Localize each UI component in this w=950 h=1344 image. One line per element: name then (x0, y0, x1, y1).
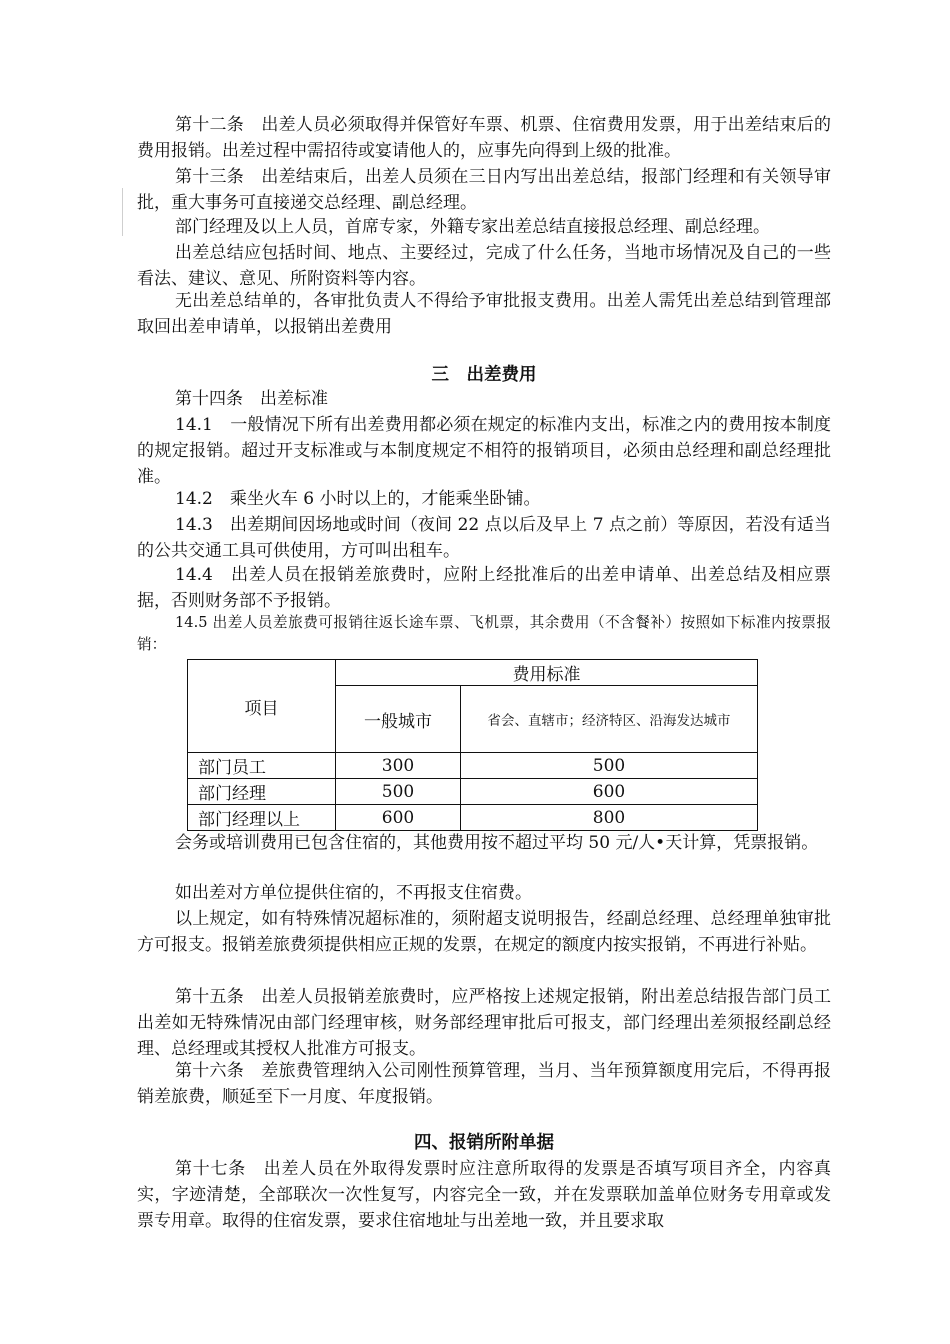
clause-14-4: 14.4 出差人员在报销差旅费时，应附上经批准后的出差申请单、出差总结及相应票据，否则财务部不予报销。 (137, 565, 831, 611)
margin-line (122, 188, 123, 236)
cell-major: 600 (461, 779, 758, 805)
row-label: 部门经理以上 (188, 805, 336, 831)
col-standard-header: 费用标准 (336, 660, 758, 686)
exceptions: 以上规定，如有特殊情况超标准的，须附超支说明报告，经副总经理、总经理单独审批方可报支。报销差旅费须提供相应正规的发票，在规定的额度内按实报销，不再进行补贴。 (137, 909, 831, 955)
table-row (188, 805, 758, 831)
article-16: 第十六条 差旅费管理纳入公司刚性预算管理，当月、当年预算额度用完后，不得再报销差旅费，顺延至下一月度、年度报销。 (137, 1061, 831, 1107)
table-row (188, 753, 758, 779)
cell-general: 300 (336, 753, 461, 779)
col-item-header: 项目 (188, 660, 336, 753)
article-15: 第十五条 出差人员报销差旅费时，应严格按上述规定报销，附出差总结报告部门员工出差如无特殊情况由部门经理审核，财务部经理审批后可报支，部门经理出差须报经副总经理、总经理或其授权人批准方可报支。 (137, 987, 831, 1059)
article-12: 第十二条 出差人员必须取得并保管好车票、机票、住宿费用发票，用于出差结束后的费用报销。出差过程中需招待或宴请他人的，应事先向得到上级的批准。 (137, 115, 831, 161)
section-4-title: 四、报销所附单据 (414, 1133, 554, 1153)
col-major-header: 省会、直辖市；经济特区、沿海发达城市 (461, 686, 758, 753)
article-13-approval: 无出差总结单的，各审批负责人不得给予审批报支费用。出差人需凭出差总结到管理部取回出差申请单，以报销出差费用 (137, 291, 831, 337)
article-13-content: 出差总结应包括时间、地点、主要经过，完成了什么任务，当地市场情况及自己的一些看法、建议、意见、所附资料等内容。 (137, 243, 831, 289)
fee-standard-table (187, 659, 758, 831)
row-label: 部门员工 (188, 753, 336, 779)
provided-lodging: 如出差对方单位提供住宿的，不再报支住宿费。 (175, 883, 532, 903)
article-13: 第十三条 出差结束后，出差人员须在三日内写出出差总结，报部门经理和有关领导审批，重大事务可直接递交总经理、副总经理。 (137, 167, 831, 213)
meeting-fees: 会务或培训费用已包含住宿的，其他费用按不超过平均 50 元/人•天计算，凭票报销。 (175, 833, 819, 853)
section-3-title: 三 出差费用 (431, 365, 537, 385)
clause-14-2: 14.2 乘坐火车 6 小时以上的，才能乘坐卧铺。 (175, 489, 541, 509)
clause-14-3: 14.3 出差期间因场地或时间（夜间 22 点以后及早上 7 点之前）等原因，若没有适当的公共交通工具可供使用，方可叫出租车。 (137, 515, 831, 561)
cell-major: 500 (461, 753, 758, 779)
article-13-managers: 部门经理及以上人员，首席专家，外籍专家出差总结直接报总经理、副总经理。 (175, 217, 770, 237)
cell-general: 600 (336, 805, 461, 831)
clause-14-1: 14.1 一般情况下所有出差费用都必须在规定的标准内支出，标准之内的费用按本制度的规定报销。超过开支标准或与本制度规定不相符的报销项目，必须由总经理和副总经理批准。 (137, 415, 831, 487)
col-general-header: 一般城市 (336, 686, 461, 753)
clause-14-5: 14.5 出差人员差旅费可报销往返长途车票、飞机票，其余费用（不含餐补）按照如下标准内按票报销： (137, 614, 831, 653)
cell-general: 500 (336, 779, 461, 805)
row-label: 部门经理 (188, 779, 336, 805)
table-row (188, 779, 758, 805)
cell-major: 800 (461, 805, 758, 831)
article-17: 第十七条 出差人员在外取得发票时应注意所取得的发票是否填写项目齐全，内容真实，字迹清楚，全部联次一次性复写，内容完全一致，并在发票联加盖单位财务专用章或发票专用章。取得的住宿发票，要求住宿地址与出差地一致，并且要求取 (137, 1159, 831, 1231)
article-14: 第十四条 出差标准 (175, 389, 328, 409)
